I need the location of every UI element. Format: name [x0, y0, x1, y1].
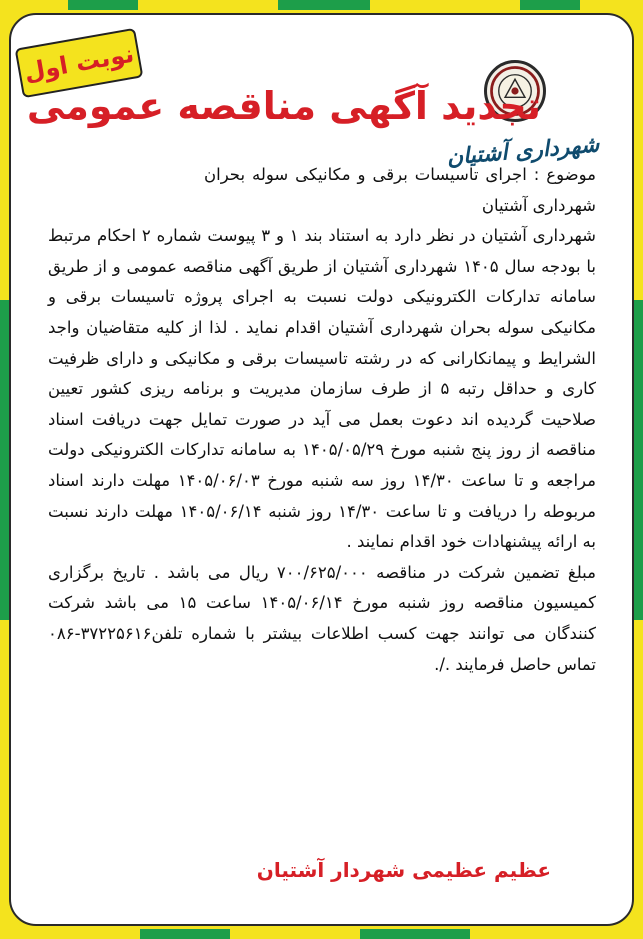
notice-subject: موضوع : اجرای تاسیسات برقی و مکانیکی سوله بحران شهرداری آشتیان [204, 165, 596, 215]
municipality-name: شهرداری آشتیان [445, 131, 601, 171]
notice-paragraph-guarantee: مبلغ تضمین شرکت در مناقصه ۷۰۰/۶۲۵/۰۰۰ ریال می باشد . تاریخ برگزاری کمیسیون مناقصه روز شنبه مورخ ۱۴۰۵/۰۶/۱۴ ساعت ۱۵ می باشد شرکت کنندگان می توانند جهت کسب اطلاعات بیشتر با شماره تلفن۳۷۲۲۵۶۱۶-۰۸۶ تماس حاصل فرمایند ./. [48, 562, 597, 674]
page-title: تجدید آگهی مناقصه عمومی [26, 84, 541, 128]
notice-body [48, 160, 596, 680]
notice-paragraph-main: شهرداری آشتیان در نظر دارد به استناد بند ۱ و ۳ پیوست شماره ۲ احکام مرتبط با بودجه سال ۱۴۰۵ شهرداری آشتیان از طریق آگهی مناقصه عمومی و از طریق سامانه تدارکات الکترونیکی دولت نسبت به اجرای پروژه تاسیسات برقی و مکانیکی سوله بحران شهرداری آشتیان اقدام نماید . لذا از کلیه متقاضیان واجد الشرایط و پیمانکارانی که در رشته تاسیسات برقی و مکانیکی و دارای ظرفیت کاری و حداقل رتبه ۵ از طرف سازمان مدیریت و برنامه ریزی کشور تعیین صلاحیت گردیده اند دعوت بعمل می آید در صورت تمایل جهت دریافت اسناد مناقصه از روز پنج شنبه مورخ ۱۴۰۵/۰۵/۲۹ به سامانه تدارکات الکترونیکی دولت مراجعه و تا ساعت ۱۴/۳۰ روز سه شنبه مورخ ۱۴۰۵/۰۶/۰۳ مهلت دارند اسناد مربوطه را دریافت و تا ساعت ۱۴/۳۰ روز شنبه ۱۴۰۵/۰۶/۱۴ مهلت دارند نسبت به ارائه پیشنهادات خود اقدام نمایند . [48, 226, 596, 552]
signature: عظیم عظیمی شهردار آشتیان [256, 858, 551, 882]
first-round-badge: نوبت اول [15, 28, 144, 98]
